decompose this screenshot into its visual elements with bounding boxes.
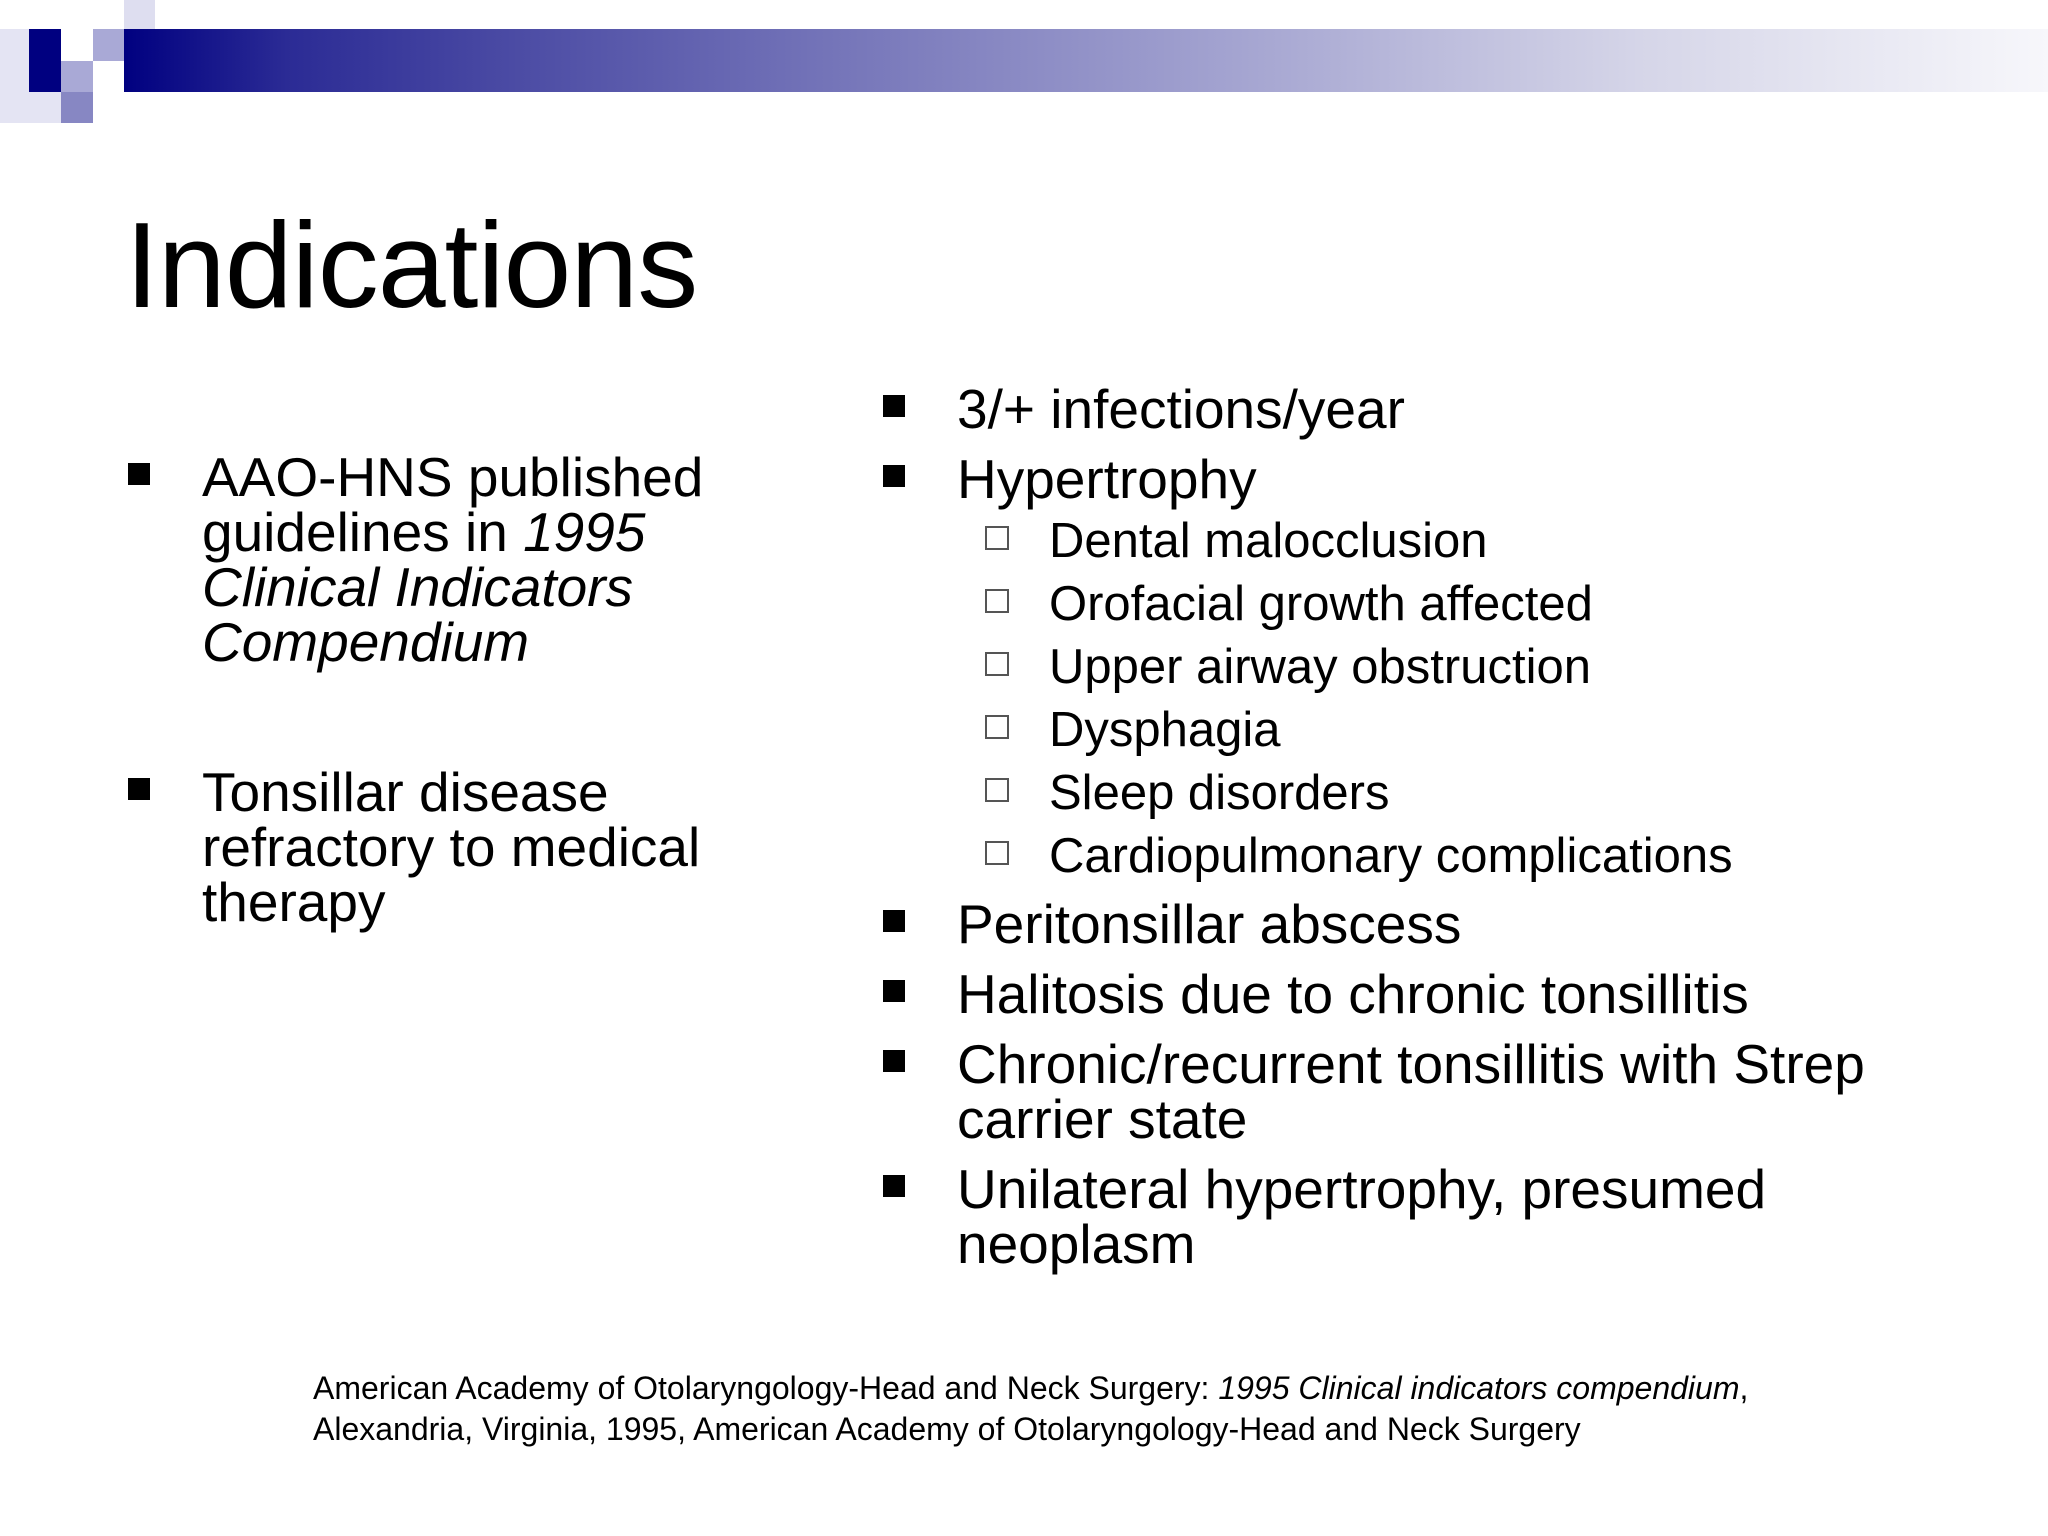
square-bullet-icon [883,395,905,417]
list-item [880,893,2000,955]
sub-bullet-text: Cardiopulmonary complications [1049,829,1733,883]
banner-square [61,61,93,92]
sub-list-item [880,578,2000,630]
hollow-square-bullet-icon [985,652,1009,676]
square-bullet-icon [883,1175,905,1197]
list-item [880,448,2000,510]
sub-bullet-text: Dysphagia [1049,703,1281,757]
hollow-square-bullet-icon [985,715,1009,739]
sub-list-item [880,704,2000,756]
list-item [880,1033,2000,1150]
bullet-text: Halitosis due to chronic tonsillitis [957,963,1749,1025]
list-item [125,761,765,933]
square-bullet-icon [883,980,905,1002]
banner-square [93,61,124,92]
bullet-text: Chronic/recurrent tonsillitis with Strep carrier state [957,1033,1865,1150]
banner-square [29,92,61,123]
hollow-square-bullet-icon [985,526,1009,550]
sub-list-item [880,767,2000,819]
sub-bullet-text: Sleep disorders [1049,766,1390,820]
bullet-text: Hypertrophy [957,448,1257,510]
bullet-text: Unilateral hypertrophy, presumed neoplasm [957,1158,1767,1275]
hypertrophy-sublist [880,515,2000,882]
citation-italic: 1995 Clinical indicators compendium [1218,1370,1740,1406]
citation-text: American Academy of Otolaryngology-Head and Neck Surgery: [313,1370,1219,1406]
bullet-text: Tonsillar disease refractory to medical therapy [202,761,701,933]
sub-bullet-text: Upper airway obstruction [1049,640,1591,694]
bullet-text: AAO-HNS published guidelines in [202,446,704,563]
banner-square [124,0,155,29]
list-item [880,963,2000,1025]
square-bullet-icon [128,463,150,485]
list-item [125,446,765,673]
square-bullet-icon [883,465,905,487]
slide-title: Indications [125,197,698,333]
citation-footnote [313,1368,1873,1450]
banner-square [61,29,93,61]
sub-list-item [880,830,2000,882]
left-bullet-list [125,446,765,933]
square-bullet-icon [128,778,150,800]
bullet-text: 3/+ infections/year [957,378,1405,440]
sub-bullet-text: Dental malocclusion [1049,514,1488,568]
square-bullet-icon [883,1050,905,1072]
banner-square [93,92,155,123]
list-item [880,1158,2000,1275]
banner-square [29,29,61,61]
citation-text: , Alexandria, Virginia, 1995, American Academy of Otolaryngology-Head and Neck Surgery [313,1370,1749,1447]
right-bullet-list [880,378,2000,1287]
sub-list-item [880,641,2000,693]
banner-square [93,0,124,29]
hollow-square-bullet-icon [985,841,1009,865]
bullet-text-italic: 1995 Clinical Indicators Compendium [202,501,646,673]
banner-square [93,29,124,61]
sub-list-item [880,515,2000,567]
list-item [880,378,2000,440]
header-banner [0,29,2048,92]
hollow-square-bullet-icon [985,778,1009,802]
sub-bullet-text: Orofacial growth affected [1049,577,1593,631]
square-bullet-icon [883,910,905,932]
hollow-square-bullet-icon [985,589,1009,613]
banner-square [61,92,93,123]
bullet-text: Peritonsillar abscess [957,893,1462,955]
